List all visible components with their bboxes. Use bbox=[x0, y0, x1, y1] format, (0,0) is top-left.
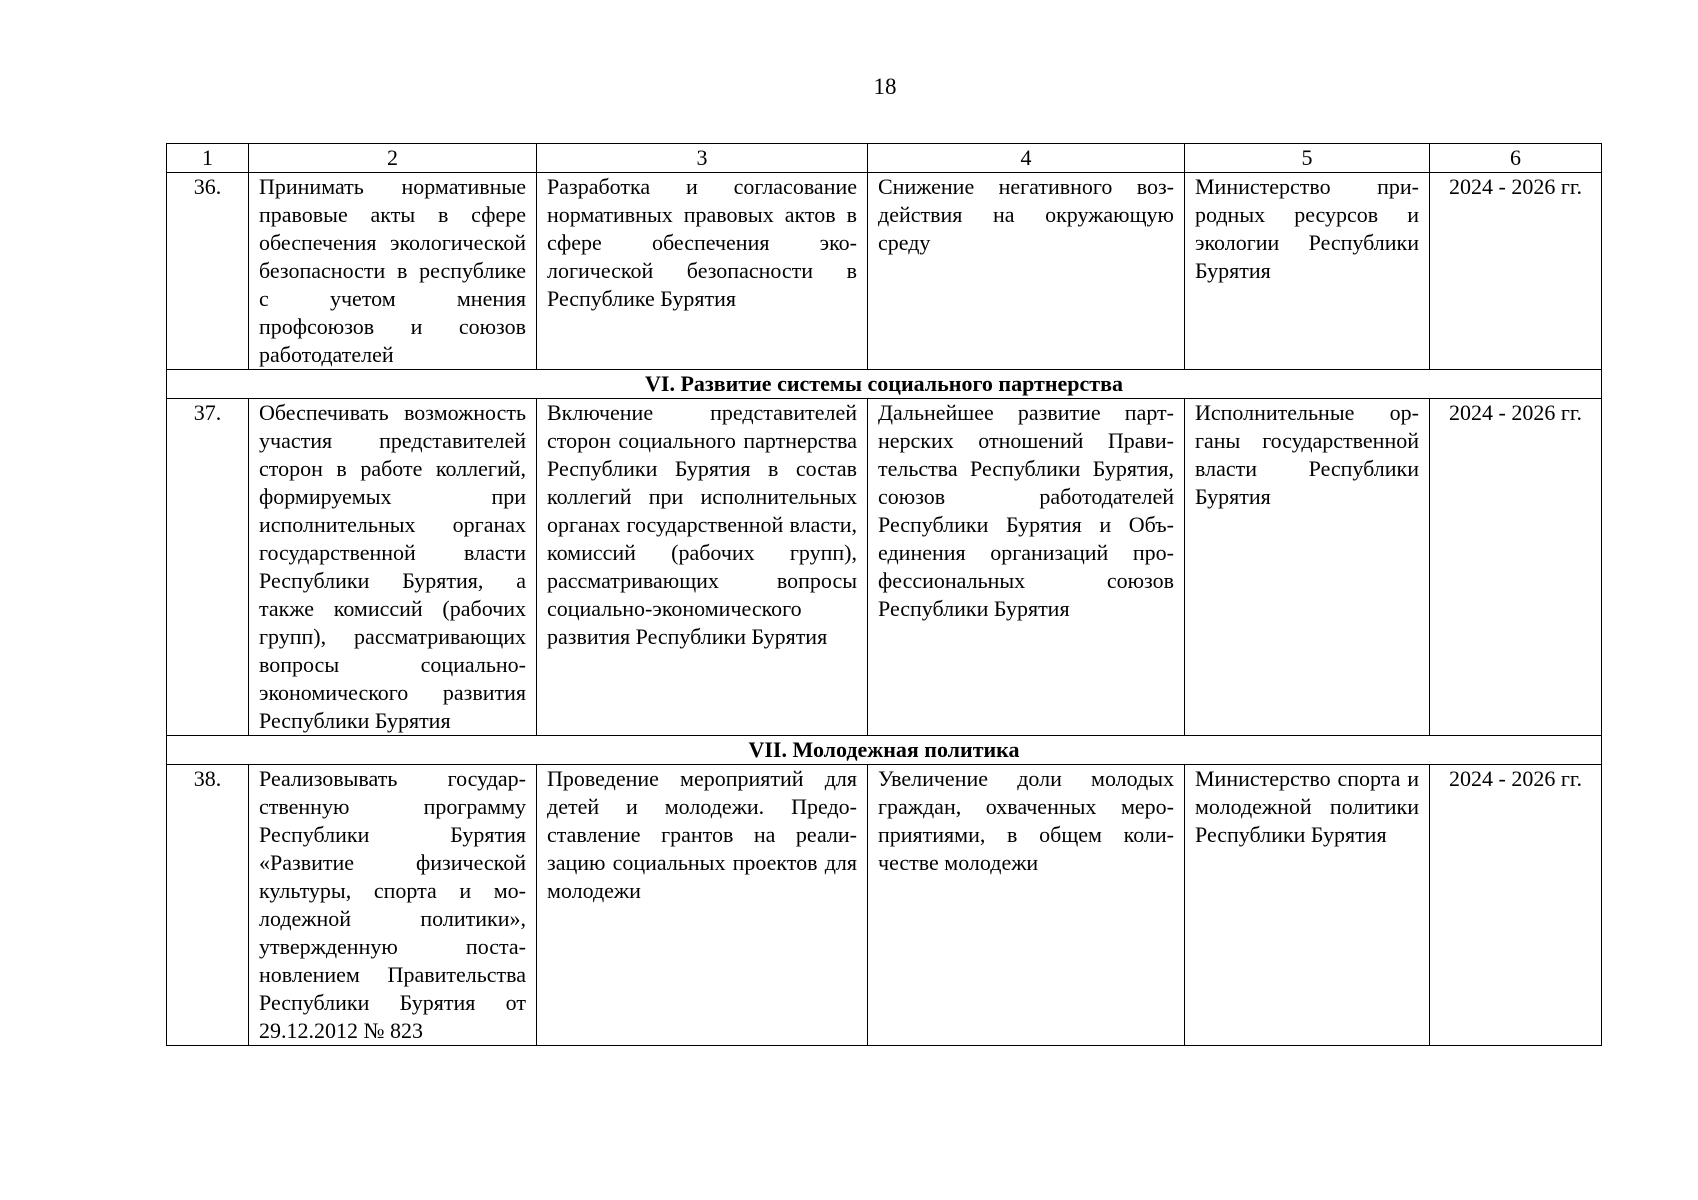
result-cell: Дальнейшее развитие партнерских отношений Правительства Республики Бурятия, союзов работодателей Республики Бурятия и Объединения организаций профессиональных союзов Республики Бурятия bbox=[868, 399, 1185, 736]
section-heading-row bbox=[167, 370, 1602, 399]
row-number: 38. bbox=[167, 765, 249, 1046]
column-number: 6 bbox=[1430, 144, 1602, 173]
measure-cell: Разработка и согласование нормативных правовых актов в сфере обеспечения экологической безопасности в Республике Бурятия bbox=[537, 173, 868, 370]
action-cell: Принимать нормативные правовые акты в сфере обеспечения экологической безопасности в республике с учетом мнения профсоюзов и союзов работодателей bbox=[249, 173, 537, 370]
result-cell: Снижение негативного воздействия на окружающую среду bbox=[868, 173, 1185, 370]
row-number: 37. bbox=[167, 399, 249, 736]
action-cell: Реализовывать государственную программу Республики Бурятия «Развитие физической культуры, спорта и молодежной политики», утвержденную постановлением Правительства Республики Бурятия от 29.12.2012 № 823 bbox=[249, 765, 537, 1046]
executor-cell: Министерство природных ресурсов и экологии Республики Бурятия bbox=[1185, 173, 1430, 370]
action-cell: Обеспечивать возможность участия представителей сторон в работе коллегий, формируемых при исполнительных органах государственной власти Республики Бурятия, а также комиссий (рабочих групп), рассматривающих вопросы социально-экономического развития Республики Бурятия bbox=[249, 399, 537, 736]
table-row bbox=[167, 173, 1602, 370]
column-number-row bbox=[167, 144, 1602, 173]
result-cell: Увеличение доли молодых граждан, охваченных мероприятиями, в общем количестве молодежи bbox=[868, 765, 1185, 1046]
measure-cell: Проведение мероприятий для детей и молодежи. Предоставление грантов на реализацию социальных проектов для молодежи bbox=[537, 765, 868, 1046]
measures-table bbox=[166, 143, 1602, 1046]
column-number: 3 bbox=[537, 144, 868, 173]
page-number: 18 bbox=[873, 74, 897, 99]
column-number: 2 bbox=[249, 144, 537, 173]
section-title: VI. Развитие системы социального партнерства bbox=[167, 370, 1602, 399]
column-number: 5 bbox=[1185, 144, 1430, 173]
section-title: VII. Молодежная политика bbox=[167, 736, 1602, 765]
section-heading-row bbox=[167, 736, 1602, 765]
executor-cell: Исполнительные органы государственной власти Республики Бурятия bbox=[1185, 399, 1430, 736]
executor-cell: Министерство спорта и молодежной политики Республики Бурятия bbox=[1185, 765, 1430, 1046]
term-cell: 2024 - 2026 гг. bbox=[1430, 399, 1602, 736]
column-number: 4 bbox=[868, 144, 1185, 173]
measure-cell: Включение представителей сторон социального партнерства Республики Бурятия в состав коллегий при исполнительных органах государственной власти, комиссий (рабочих групп), рассматривающих вопросы социально-экономического развития Республики Бурятия bbox=[537, 399, 868, 736]
table-row bbox=[167, 765, 1602, 1046]
term-cell: 2024 - 2026 гг. bbox=[1430, 173, 1602, 370]
term-cell: 2024 - 2026 гг. bbox=[1430, 765, 1602, 1046]
table-row bbox=[167, 399, 1602, 736]
row-number: 36. bbox=[167, 173, 249, 370]
column-number: 1 bbox=[167, 144, 249, 173]
